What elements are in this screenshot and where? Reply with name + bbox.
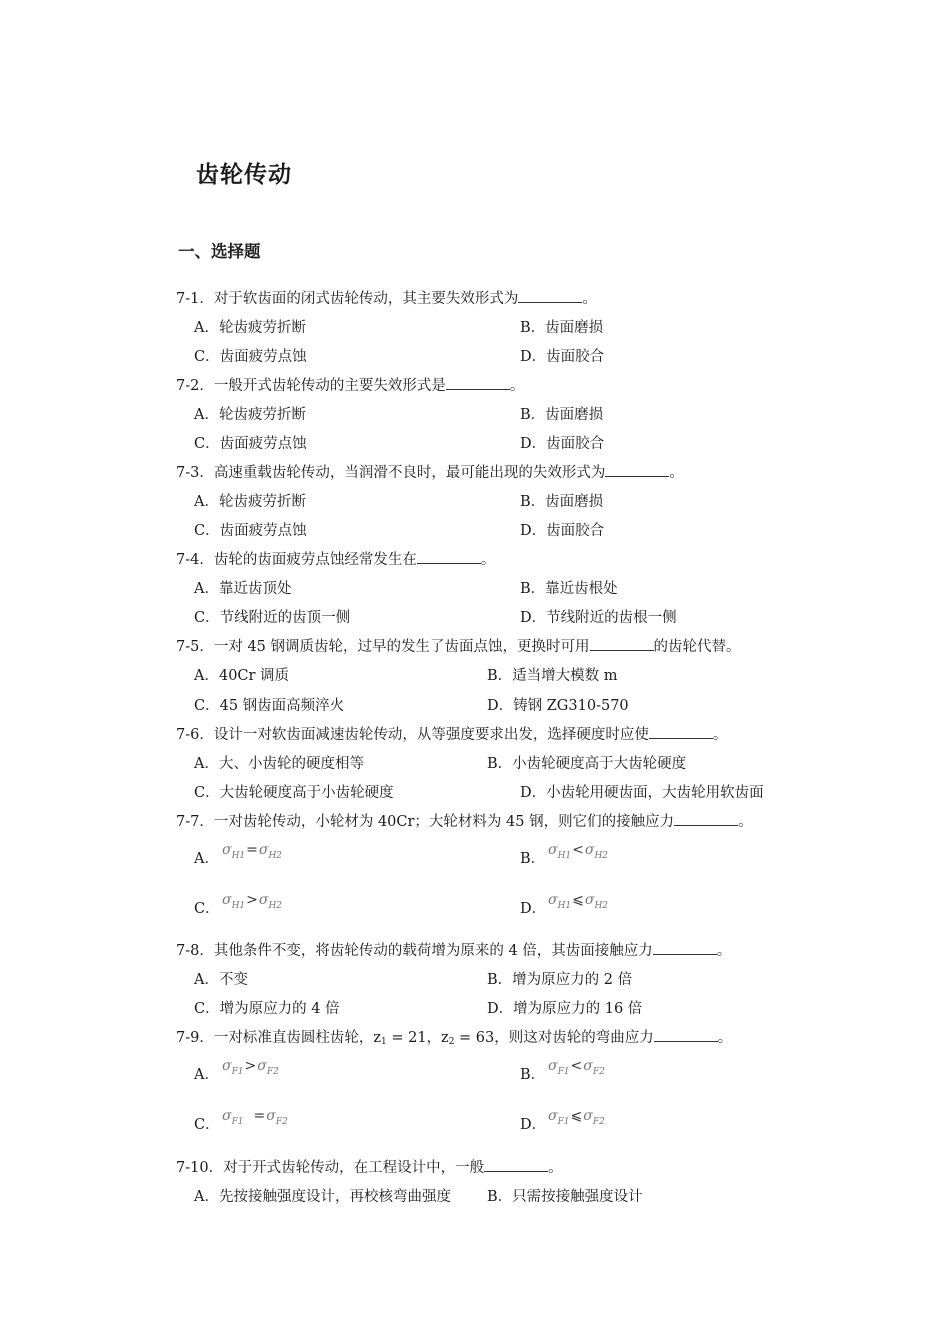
option-b: B．增为原应力的 2 倍 bbox=[487, 972, 633, 988]
option-c: C．齿面疲劳点蚀 bbox=[194, 436, 307, 452]
option-b: B．齿面磨损 bbox=[520, 494, 604, 510]
option-d: D．铸钢 ZG310-570 bbox=[487, 698, 629, 714]
answer-blank bbox=[653, 942, 717, 955]
option-c: C．齿面疲劳点蚀 bbox=[194, 349, 307, 365]
option-b: B．靠近齿根处 bbox=[520, 581, 618, 597]
option-c: C．增为原应力的 4 倍 bbox=[194, 1001, 340, 1017]
stress-relation-a: $\sigma_{F1}>\sigma_{F2}$ bbox=[222, 1058, 279, 1077]
option-d: D． bbox=[520, 901, 547, 917]
answer-blank bbox=[446, 377, 510, 390]
option-c: C．45 钢齿面高频淬火 bbox=[194, 698, 345, 714]
option-a: A．40Cr 调质 bbox=[194, 668, 290, 684]
stress-relation-d: $\sigma_{H1}⩽\sigma_{H2}$ bbox=[548, 892, 609, 911]
answer-blank bbox=[484, 1159, 548, 1172]
option-d: D．齿面胶合 bbox=[520, 349, 605, 365]
option-b: B．只需按接触强度设计 bbox=[487, 1189, 643, 1205]
option-a: A．先按接触强度设计，再校核弯曲强度 bbox=[194, 1189, 451, 1205]
question-5: 7-5．一对 45 钢调质齿轮，过早的发生了齿面点蚀，更换时可用 的齿轮代替。 bbox=[176, 639, 741, 655]
option-a: A． bbox=[194, 1067, 219, 1083]
option-d: D．齿面胶合 bbox=[520, 436, 605, 452]
question-3: 7-3．高速重载齿轮传动，当润滑不良时，最可能出现的失效形式为 。 bbox=[176, 465, 684, 481]
option-d: D．节线附近的齿根一侧 bbox=[520, 610, 677, 626]
answer-blank bbox=[590, 638, 654, 651]
stress-relation-d: $\sigma_{F1}⩽\sigma_{F2}$ bbox=[548, 1108, 605, 1127]
answer-blank bbox=[605, 464, 669, 477]
question-4: 7-4．齿轮的齿面疲劳点蚀经常发生在 。 bbox=[176, 552, 496, 568]
question-1: 7-1．对于软齿面的闭式齿轮传动，其主要失效形式为 。 bbox=[176, 291, 597, 307]
option-d: D．小齿轮用硬齿面，大齿轮用软齿面 bbox=[520, 785, 764, 801]
answer-blank bbox=[654, 1029, 718, 1042]
option-d: D． bbox=[520, 1117, 547, 1133]
option-b: B．适当增大模数 m bbox=[487, 668, 618, 684]
option-c: C．齿面疲劳点蚀 bbox=[194, 523, 307, 539]
option-a: A．轮齿疲劳折断 bbox=[194, 407, 306, 423]
option-c: C．节线附近的齿顶一侧 bbox=[194, 610, 351, 626]
question-9: 7-9．一对标准直齿圆柱齿轮，$z_1 = 21$，$z_2 = 63$，则这对齿轮的弯曲应力 。 bbox=[176, 1030, 733, 1047]
option-c: C． bbox=[194, 901, 220, 917]
option-a: A．轮齿疲劳折断 bbox=[194, 494, 306, 510]
option-b: B．小齿轮硬度高于大齿轮硬度 bbox=[487, 756, 687, 772]
option-a: A．轮齿疲劳折断 bbox=[194, 320, 306, 336]
question-6: 7-6．设计一对软齿面减速齿轮传动，从等强度要求出发，选择硬度时应使 。 bbox=[176, 727, 728, 743]
option-c: C．大齿轮硬度高于小齿轮硬度 bbox=[194, 785, 394, 801]
option-a: A．靠近齿顶处 bbox=[194, 581, 292, 597]
stress-relation-c: $\sigma_{H1}>\sigma_{H2}$ bbox=[222, 892, 283, 911]
option-a: A．大、小齿轮的硬度相等 bbox=[194, 756, 364, 772]
option-b: B． bbox=[520, 1067, 546, 1083]
stress-relation-a: $\sigma_{H1}=\sigma_{H2}$ bbox=[222, 842, 283, 861]
option-a: A．不变 bbox=[194, 972, 248, 988]
option-b: B． bbox=[520, 851, 546, 867]
question-10: 7-10．对于开式齿轮传动，在工程设计中，一般 。 bbox=[176, 1160, 563, 1176]
option-c: C． bbox=[194, 1117, 220, 1133]
stress-relation-b: $\sigma_{F1}<\sigma_{F2}$ bbox=[548, 1058, 605, 1077]
section-heading: 一、选择题 bbox=[178, 242, 261, 261]
answer-blank bbox=[674, 813, 738, 826]
option-b: B．齿面磨损 bbox=[520, 320, 604, 336]
answer-blank bbox=[417, 551, 481, 564]
answer-blank bbox=[649, 726, 713, 739]
option-d: D．增为原应力的 16 倍 bbox=[487, 1001, 643, 1017]
option-a: A． bbox=[194, 851, 219, 867]
stress-relation-c: $\sigma_{F1} =\sigma_{F2}$ bbox=[222, 1108, 288, 1127]
option-d: D．齿面胶合 bbox=[520, 523, 605, 539]
question-2: 7-2．一般开式齿轮传动的主要失效形式是 。 bbox=[176, 378, 525, 394]
question-7: 7-7．一对齿轮传动，小轮材为 40Cr；大轮材料为 45 钢，则它们的接触应力 。 bbox=[176, 814, 753, 830]
question-8: 7-8．其他条件不变，将齿轮传动的载荷增为原来的 4 倍，其齿面接触应力 。 bbox=[176, 943, 732, 959]
option-b: B．齿面磨损 bbox=[520, 407, 604, 423]
stress-relation-b: $\sigma_{H1}<\sigma_{H2}$ bbox=[548, 842, 609, 861]
page-title: 齿轮传动 bbox=[196, 162, 292, 188]
answer-blank bbox=[518, 290, 582, 303]
